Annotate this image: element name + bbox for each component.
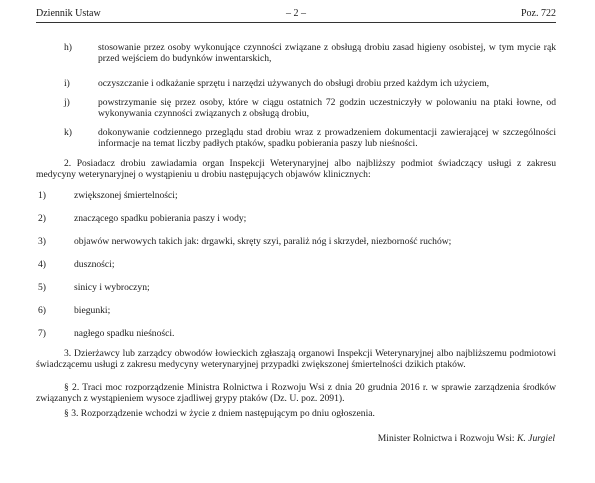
list-item-text: dokonywanie codziennego przeglądu stad drobiu wraz z prowadzeniem dokumentacji zawierającej w szczególności informacje na temat liczby padłych ptaków, spadku pobierania paszy lub nieśności. <box>98 127 556 150</box>
list-item-text: znaczącego spadku pobierania paszy i wody; <box>74 213 247 224</box>
journal-title: Dziennik Ustaw <box>36 8 101 19</box>
list-item <box>36 78 556 90</box>
signature-name: K. Jurgiel <box>516 433 555 444</box>
signature-title: Minister Rolnictwa i Rozwoju Wsi: <box>377 433 515 444</box>
list-item-text: stosowanie przez osoby wykonujące czynności związane z obsługą drobiu zasad higieny osobistej, w tym mycie rąk przed wejściem do budynków inwentarskich, <box>98 42 556 65</box>
list-item-label: i) <box>64 78 70 89</box>
list-item-label: 7) <box>38 328 46 339</box>
list-item-text: nagłego spadku nieśności. <box>74 328 175 339</box>
list-item-label: 3) <box>38 236 46 247</box>
section-3: § 3. Rozporządzenie wchodzi w życie z dniem następującym po dniu ogłoszenia. <box>64 408 375 419</box>
list-item-text: duszności; <box>74 259 115 270</box>
paragraph-3: 3. Dzierżawcy lub zarządcy obwodów łowieckich zgłaszają organowi Inspekcji Weterynaryjnej albo najbliższemu podmiotowi świadczącemu usługi z zakresu medycyny weterynaryjnej przypadki zwiększonej śmiertelności dzikich ptaków. <box>36 348 556 371</box>
list-item <box>36 97 556 121</box>
list-item-label: j) <box>64 97 70 108</box>
list-item-label: h) <box>64 42 72 53</box>
list-item-label: k) <box>64 127 72 138</box>
section-2: § 2. Traci moc rozporządzenie Ministra Rolnictwa i Rozwoju Wsi z dnia 20 grudnia 2016 r. w sprawie zarządzenia środków związanych z wystąpieniem wysoce zjadliwej grypy ptaków (Dz. U. poz. 2091). <box>36 382 556 405</box>
list-item <box>36 127 556 151</box>
list-item-text: oczyszczanie i odkażanie sprzętu i narzędzi używanych do obsługi drobiu przed każdym ich użyciem, <box>98 78 490 89</box>
page-header <box>36 6 556 23</box>
list-item-text: objawów nerwowych takich jak: drgawki, skręty szyi, paraliż nóg i skrzydeł, niezborność ruchów; <box>74 236 452 247</box>
paragraph-2: 2. Posiadacz drobiu zawiadamia organ Inspekcji Weterynaryjnej albo najbliższy podmiot świadczący usługi z zakresu medycyny weterynaryjnej o wystąpieniu u drobiu następujących objawów klinicznych: <box>36 158 556 181</box>
list-item-label: 4) <box>38 259 46 270</box>
list-item-text: sinicy i wybroczyn; <box>74 282 150 293</box>
list-item-label: 2) <box>38 213 46 224</box>
list-item-text: powstrzymanie się przez osoby, które w ciągu ostatnich 72 godzin uczestniczyły w polowaniu na ptaki łowne, od wykonywania czynności związanych z obsługą drobiu, <box>98 97 556 120</box>
signature <box>378 433 555 444</box>
list-item <box>36 42 556 66</box>
list-item-label: 6) <box>38 305 46 316</box>
list-item-label: 5) <box>38 282 46 293</box>
page-number: – 2 – <box>286 8 306 19</box>
list-item-text: zwiększonej śmiertelności; <box>74 190 178 201</box>
position-number: Poz. 722 <box>521 8 556 19</box>
list-item-label: 1) <box>38 190 46 201</box>
list-item-text: biegunki; <box>74 305 111 316</box>
